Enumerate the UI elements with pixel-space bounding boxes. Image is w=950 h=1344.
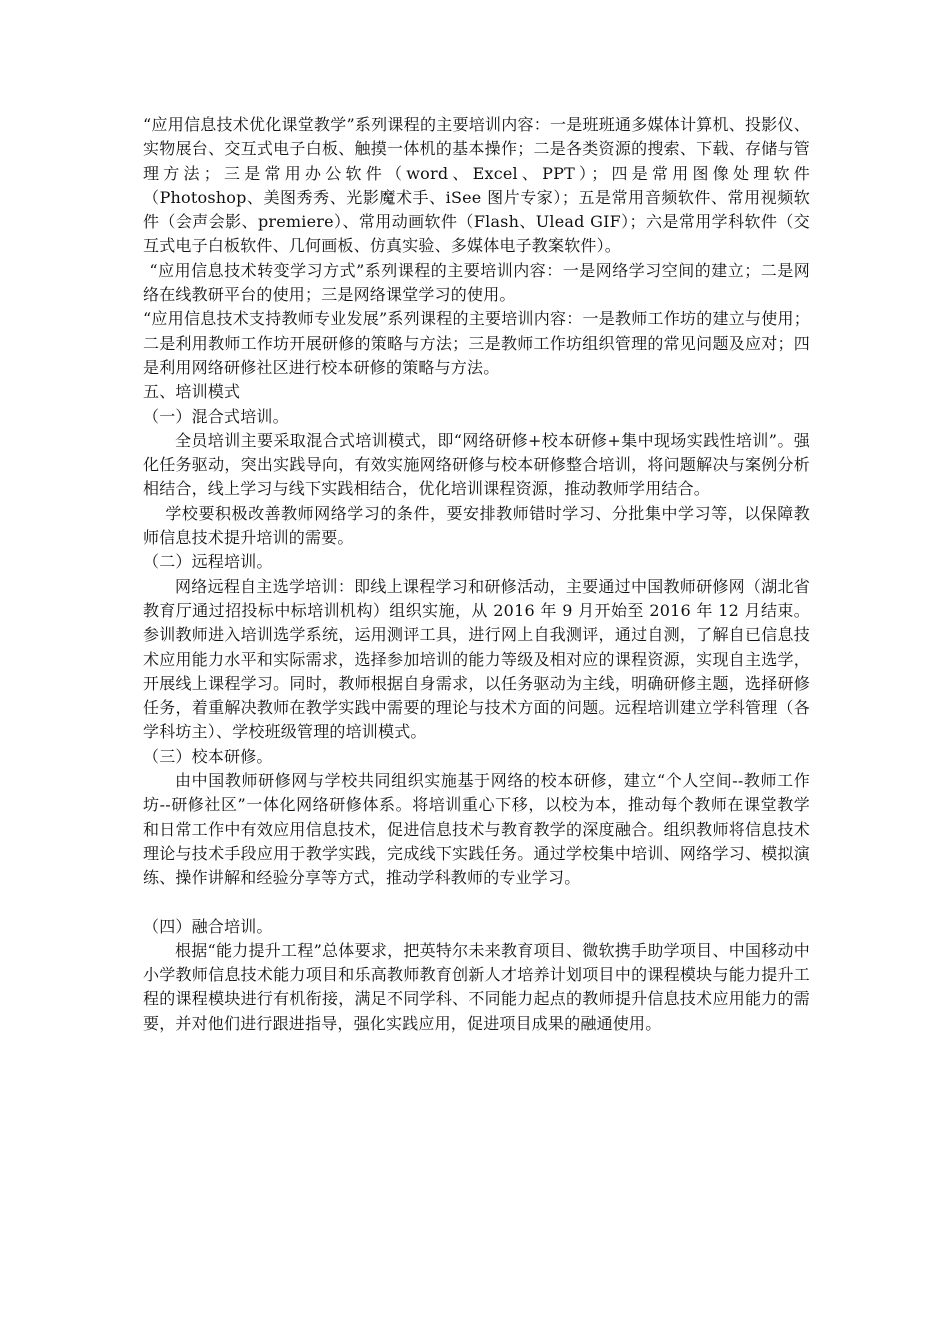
document-page: [143, 113, 810, 1036]
blank-line: [143, 891, 810, 915]
subheading-blended-training: （一）混合式培训。: [143, 406, 289, 426]
subheading-school-research: （三）校本研修。: [143, 746, 273, 766]
paragraph-blended-training: 全员培训主要采取混合式培训模式，即“网络研修+校本研修+集中现场实践性培训”。强化任务驱动，突出实践导向，有效实施网络研修与校本研修整合培训，将问题解决与案例分析相结合，线上学习与线下实践相结合，优化培训课程资源，推动教师学用结合。: [143, 430, 810, 499]
paragraph-transform-learning: “应用信息技术转变学习方式”系列课程的主要培训内容：一是网络学习空间的建立；二是网络在线教研平台的使用；三是网络课堂学习的使用。: [143, 260, 810, 305]
paragraph-school-research: 由中国教师研修网与学校共同组织实施基于网络的校本研修，建立“个人空间--教师工作坊--研修社区”一体化网络研修体系。将培训重心下移，以校为本，推动每个教师在课堂教学和日常工作中有效应用信息技术，促进信息技术与教育教学的深度融合。组织教师将信息技术理论与技术手段应用于教学实践，完成线下实践任务。通过学校集中培训、网络学习、模拟演练、操作讲解和经验分享等方式，推动学科教师的专业学习。: [143, 771, 810, 888]
paragraph-teacher-development: “应用信息技术支持教师专业发展”系列课程的主要培训内容：一是教师工作坊的建立与使用；二是利用教师工作坊开展研修的策略与方法；三是教师工作坊组织管理的常见问题及应对；四是利用网络研修社区进行校本研修的策略与方法。: [143, 309, 810, 377]
section-heading-training-mode: 五、培训模式: [143, 382, 241, 402]
subheading-fusion-training: （四）融合培训。: [143, 916, 273, 936]
paragraph-fusion-training: 根据“能力提升工程”总体要求，把英特尔未来教育项目、微软携手助学项目、中国移动中小学教师信息技术能力项目和乐高教师教育创新人才培养计划项目中的课程模块与能力提升工程的课程模块进行有机衔接，满足不同学科、不同能力起点的教师提升信息技术应用能力的需要，并对他们进行跟进指导，强化实践应用，促进项目成果的融通使用。: [143, 940, 810, 1033]
subheading-remote-training: （二）远程培训。: [143, 552, 273, 572]
paragraph-remote-training: 网络远程自主选学培训：即线上课程学习和研修活动，主要通过中国教师研修网（湖北省教育厅通过招投标中标培训机构）组织实施，从 2016 年 9 月开始至 2016 年 12 月结束。参训教师进入培训选学系统，运用测评工具，进行网上自我测评，通过自测，了解自已信息技术应用能力水平和实际需求，选择参加培训的能力等级及相对应的课程资源，实现自主选学，开展线上课程学习。同时，教师根据自身需求，以任务驱动为主线，明确研修主题，选择研修任务，着重解决教师在教学实践中需要的理论与技术方面的问题。远程培训建立学科管理（各学科坊主）、学校班级管理的培训模式。: [143, 576, 810, 742]
paragraph-optimize-classroom: “应用信息技术优化课堂教学”系列课程的主要培训内容：一是班班通多媒体计算机、投影仪、实物展台、交互式电子白板、触摸一体机的基本操作；二是各类资源的搜索、下载、存储与管理方法；三是常用办公软件（word、Excel、PPT）；四是常用图像处理软件（Photoshop、美图秀秀、光影魔术手、iSee 图片专家）；五是常用音频软件、常用视频软件（会声会影、premiere）、常用动画软件（Flash、Ulead GIF）；六是常用学科软件（交互式电子白板软件、几何画板、仿真实验、多媒体电子教案软件）。: [143, 115, 810, 256]
paragraph-school-conditions: 学校要积极改善教师网络学习的条件，要安排教师错时学习、分批集中学习等，以保障教师信息技术提升培训的需要。: [143, 503, 810, 548]
